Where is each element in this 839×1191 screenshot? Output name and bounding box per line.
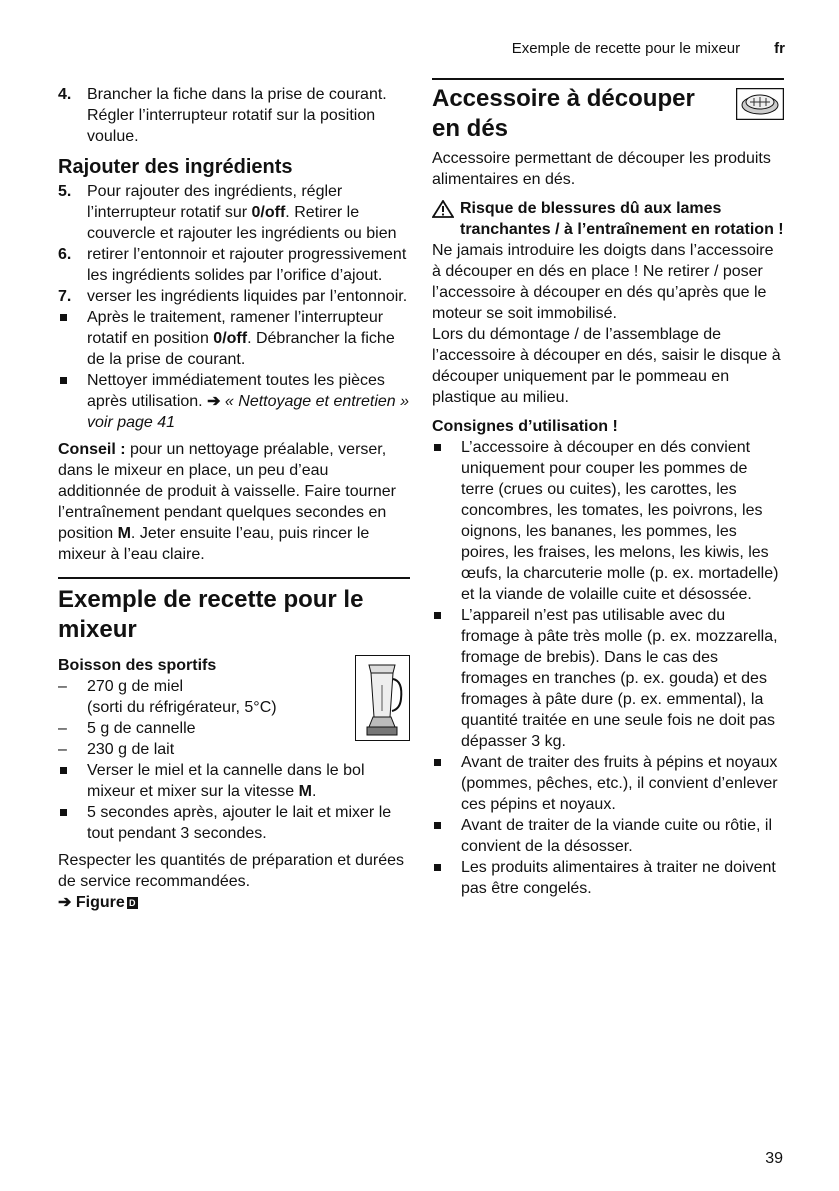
- ingredient-note: (sorti du réfrigérateur, 5°C): [87, 699, 277, 716]
- figure-letter: D: [127, 897, 138, 909]
- language-code: fr: [774, 40, 785, 57]
- bullet-icon: [60, 314, 67, 321]
- bullet-after-processing: Après le traitement, ramener l’interrupteur rotatif en position 0/off. Débrancher la fiche de la prise de courant.: [58, 307, 410, 370]
- step-4: 4. Brancher la fiche dans la prise de courant. Régler l’interrupteur rotatif sur la position voulue.: [58, 86, 387, 145]
- heading-add-ingredients: Rajouter des ingrédients: [58, 156, 293, 178]
- recipe-block: [58, 655, 410, 913]
- warning-icon: [432, 200, 454, 218]
- left-column: [58, 84, 410, 913]
- respect-note: Respecter les quantités de préparation et durées de service recommandées.: [58, 852, 404, 890]
- right-column: [432, 84, 784, 899]
- section-divider: [432, 78, 784, 80]
- bullet-icon: [434, 864, 441, 871]
- warning-heading: Risque de blessures dû aux lames tranchantes / à l’entraînement en rotation !: [432, 198, 784, 240]
- section-divider: [58, 577, 410, 579]
- ingredient-item: – 270 g de miel: [58, 678, 184, 695]
- bullet-icon: [434, 444, 441, 451]
- consigne-item: Avant de traiter des fruits à pépins et noyaux (pommes, pêches, etc.), il convient d’enlever ces pépins et noyaux.: [432, 752, 784, 815]
- dicing-section-title: Accessoire à découper en dés: [432, 85, 695, 142]
- cross-reference-link[interactable]: « Nettoyage et entretien » voir page 41: [87, 393, 410, 431]
- header-title: Exemple de recette pour le mixeur: [511, 40, 741, 57]
- consigne-item: Avant de traiter de la viande cuite ou rôtie, il convient de la désosser.: [432, 815, 784, 857]
- recipe-step: 5 secondes après, ajouter le lait et mixer le tout pendant 3 secondes.: [58, 802, 410, 844]
- consigne-item: L’appareil n’est pas utilisable avec du fromage à pâte très molle (p. ex. mozzarella, fromage de brebis). Dans le cas des fromages en tranches (p. ex. gouda) et des fromages à pâte dure (p. ex. emmental), la quantité traitée en une seule fois ne doit pas dépasser 3 kg.: [432, 605, 784, 752]
- consigne-item: L’accessoire à découper en dés convient uniquement pour couper les pommes de terre (crues ou cuites), les carottes, les concombres, les tomates, les poivrons, les oignons, les bananes, les pommes, les poires, les fraises, les melons, les kiwis, les œufs, la charcuterie molle (p. ex. mortadelle) et la viande de volaille cuite et désossée.: [432, 437, 784, 605]
- tip-paragraph: Conseil : pour un nettoyage préalable, verser, dans le mixeur en place, un peu d’eau additionnée de produit à vaisselle. Faire tourner l’entraînement pendant quelques secondes en position M. Jeter ensuite l’eau, puis rincer le mixeur à l’eau claire.: [58, 441, 396, 563]
- bullet-clean: Nettoyer immédiatement toutes les pièces après utilisation. ➔ « Nettoyage et entretien » voir page 41: [58, 370, 410, 433]
- arrow-icon: ➔: [58, 894, 76, 911]
- dicing-intro: Accessoire permettant de découper les produits alimentaires en dés.: [432, 150, 771, 188]
- page-number: 39: [765, 1150, 783, 1167]
- bullet-icon: [60, 809, 67, 816]
- dicing-title-block: [432, 84, 784, 144]
- consigne-item: Les produits alimentaires à traiter ne doivent pas être congelés.: [432, 857, 784, 899]
- bullet-icon: [60, 767, 67, 774]
- page-header: [512, 40, 785, 57]
- consignes-title: Consignes d’utilisation !: [432, 418, 618, 435]
- bullet-icon: [60, 377, 67, 384]
- bullet-icon: [434, 612, 441, 619]
- bullet-icon: [434, 822, 441, 829]
- bullet-icon: [434, 759, 441, 766]
- recipe-step: Verser le miel et la cannelle dans le bol mixeur et mixer sur la vitesse M.: [58, 760, 410, 802]
- figure-reference[interactable]: ➔ Figure D: [58, 892, 410, 913]
- warning-text-2: Lors du démontage / de l’assemblage de l’accessoire à découper en dés, saisir le disque à découper uniquement par le pommeau en plastique au milieu.: [432, 326, 781, 406]
- arrow-icon: ➔: [207, 393, 225, 410]
- step-7: 7. verser les ingrédients liquides par l’entonnoir.: [58, 288, 408, 305]
- step-5: 5. Pour rajouter des ingrédients, régler l’interrupteur rotatif sur 0/off. Retirer le couvercle et rajouter les ingrédients ou bien: [58, 183, 397, 242]
- ingredient-item: – 230 g de lait: [58, 741, 175, 758]
- step-6: 6. retirer l’entonnoir et rajouter progressivement les ingrédients solides par l’orifice d’ajout.: [58, 246, 407, 284]
- dicing-disc-icon: [736, 88, 784, 120]
- warning-text-1: Ne jamais introduire les doigts dans l’accessoire à découper en dés en place ! Ne retirer / poser l’accessoire à découper en dés qu’après que le moteur se soit immobilisé.: [432, 242, 774, 322]
- ingredient-item: – 5 g de cannelle: [58, 720, 196, 737]
- drink-title: Boisson des sportifs: [58, 657, 217, 674]
- recipe-section-title: Exemple de recette pour le mixeur: [58, 586, 364, 643]
